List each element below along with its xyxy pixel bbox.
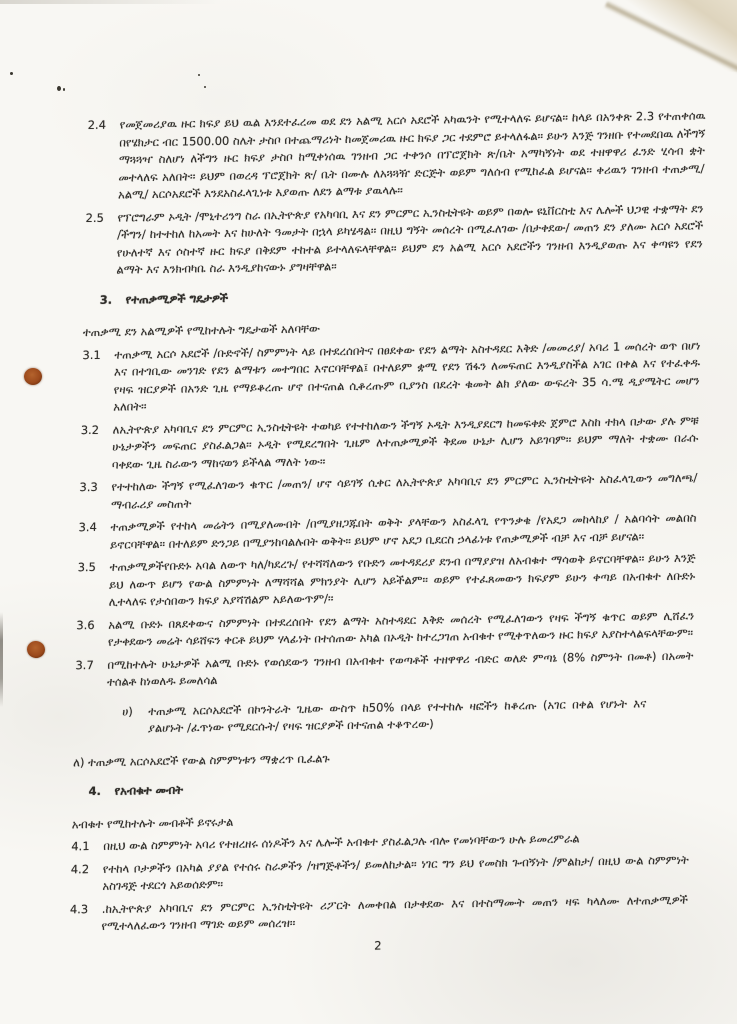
block-text: በዚህ ውል ስምምነት አባሪ የተዘረዘሩ ሰነዶችን እና ሌሎች አብቁተ ያስፈልጋሉ ብሎ የመነባቸውን ሁሉ ይመረምራል [103, 831, 580, 853]
block-text: በሚከተሉት ሁኔታዎች አልሚ ቡድኑ የወሰደውን ገንዘብ በአብቁተ የወጣቶች ተዘዋዋሪ ብድር ወለድ ምጣኔ (8% ስምንት በመቶ) በአመት ተሰልቶ ከነወለዱ ይመለሳል [106, 648, 694, 689]
ink-speck [204, 86, 206, 88]
block-number: 3.4 [78, 519, 98, 535]
doc-block-item [75, 647, 694, 692]
block-text: ተጠቃሚ አርሶ አደሮች /ቡድኖች/ ስምምነት ላይ በተደረሰበትና በፀደቀው የደን ልማት አስተዳደር እቅድ /መመሪያ/ አባሪ 1 መሰረት ወጥ በሆነ እና በተገቢው መንገድ የደን ልማቱን መተግበር እኖርባቸዋል፤ በተለይም ቋሚ የደን ሽፋን ለመፍጠር እንዲያስችል አገር በቀል እና የተፈቀዱ የዛፍ ዝርያዎች በአንድ ጊዜ የማይቆረጡ ሆኖ በተናጠል ሲቆረጡም ቢያንስ በደረት ቁመት ልክ ያለው ውፍረት 35 ሳ.ሜ ዲያሜትር መሆን አለበት፡፡ [113, 337, 701, 414]
block-text: አልሚ ቡድኑ በጸደቀውና ስምምነት በተደረሰበት የደን ልማት አስተዳደር እቅድ መሰረት የሚፈለገውን የዛፍ ችግኝ ቁጥር ወይም ሊሸፈን የታቀደውን መሬት ሳይሸፍን ቀርቶ ይህም ሃላፊነት በተሰጠው አካል በኦዲት ከተረጋገጠ አብቁተ የሚቀጥለውን ዙር ክፍያ አያስተላልፍላቸውም፡፡ [107, 608, 695, 649]
block-number: 3.3 [79, 479, 98, 495]
block-number: 3. [99, 292, 113, 307]
punch-hole-mark-bottom [26, 640, 47, 660]
block-text: የተከላ ቦታዎችን በአካል ያያል የተሰሩ ስራዎችን /ዝግጅቶችን/ ይመለከታል፡፡ ነገር ግን ይህ የመስክ ጉብኝነት /ምልከታ/ በዚህ ውል ስምምነት አስገዳጅ ተደርጎ አይወሰድም፡፡ [102, 852, 689, 893]
ink-speck [10, 72, 13, 75]
doc-block-item [79, 469, 698, 514]
block-number: 2.5 [85, 210, 105, 225]
block-number: 4.1 [71, 839, 90, 854]
block-text: ተጠቃሚዎችየቡድኑ አባል ለውጥ ካለ/ካደረጉ/ የተሻሻለውን የቡድን መተዳደሪያ ደንብ በማያያዝ ለአብቁተ ማሳወቅ ይኖርባቸዋል፡፡ ይሁን እንጅ ይህ ለውጥ ይሆን የውል ስምምነት ለማሻሻል ምክንያት ሊሆን አይችልም፡፡ ወይም የተፈጸመውን ክፍያም ይሁን ቀጣይ በአብቁተ ለቡድኑ ሊተላለፍ የታሰበውን ክፍያ አያሻሽልም አይለውጥም/፡፡ [108, 550, 696, 609]
ink-speck [198, 74, 200, 76]
doc-block-item [69, 891, 688, 936]
block-text: የተተከለው ችግኝ የሚፈለገውን ቁጥር /መጠን/ ሆኖ ሳይገኝ ሲቀር ለኢትዮጵያ አካባቢና ደን ምርምር ኢንስቲትዩት አስፈላጊውን መግለጫ/ማብራሪያ መስጠት [110, 470, 698, 512]
staple-mark [63, 88, 65, 91]
page-edge-shadow [0, 612, 3, 707]
doc-block-item [76, 607, 695, 652]
doc-block-item [84, 200, 704, 280]
block-number: 3.1 [82, 347, 101, 362]
doc-block-heading [84, 282, 702, 309]
block-number: 4. [88, 783, 102, 799]
doc-block-item [78, 509, 697, 554]
block-number: 4.3 [69, 901, 89, 916]
block-text: ተጠቃሚዎች የተከላ መሬትን በሚያለሙበት /በሚያዘጋጁበት ወቅት ያላቸውን አስፈላጊ የጥንቃቄ /የአደጋ መከላከያ / አልባሳት መልበስ ይኖርባቸዋል፡፡ በተለይም ድንጋይ በሚያንከባልሉበት ወቅት፡፡ ይህም ሆኖ አደጋ ቢደርስ ኃላፊነቱ የጠቃሚዎች ብቻ እና ብቻ ይሆናል፡፡ [110, 510, 697, 552]
block-text: የመጀመሪያዉ ዙር ክፍያ ይህ ዉል እንደተፈረመ ወደ ደን አልሚ አርሶ አደሮች አካዉንት የሚተላለፍ ይሆናል፡፡ ከላይ በአንቀጽ 2.3 የተጠቀሰዉ በየሄክታር ብር 1500.00 ስሌት ታስቦ በተጨማሪነት ከመጀመሪዉ ዙር ክፍያ ጋር ተደምሮ ይተላለፋል፡፡ ይሁን እንጅ ገንዘቡ የተመደበዉ ለችግኝ ማጓጓዣ ስለሆነ ለችግን ዙር ክፍያ ታስቦ ከሚቀነሰዉ ገንዘብ ጋር ተቀንሶ በፕሮጀክት ጽ/ቤት አማካኝነት ወደ ተዘዋዋሪ ፈንድ ሂሳብ ቋት መተላለፍ አለበት፡፡ ይህም በወረዳ ፕሮጀክት ጽ/ ቤት በሙሉ ለአጓጓዥ ድርጅት ወይም ግለሰብ የሚከፈል ይሆናል፡፡ ቀሪዉን ገንዘብ ተጠቃሚ/አልሚ/ አርሶአደሮች እንደአስፈላጊነቱ እያወጡ ለደን ልማቱ ያዉላሉ፡፡ [117, 108, 706, 202]
doc-block-item [77, 550, 696, 612]
staple-mark [57, 86, 61, 91]
doc-blocks [69, 107, 706, 936]
block-text: .ከኢትዮጵያ አካባቢና ደን ምርምር ኢንስቲትዩት ሪፖርት ለመቀበል በታቀደው እና በተስማሙት መጠን ዛፍ ካላለሙ ለተጠቃሚዎች የሚተላለፈውን ገንዘብ ማገድ ወይም መሰረዝ፡፡ [101, 892, 688, 933]
block-text: የተጠቃሚዎች ግዴታዎች [125, 290, 229, 306]
block-number: 3.5 [77, 559, 97, 575]
doc-block-heading [72, 774, 690, 801]
block-text: ለኢትዮጵያ አካባቢና ደን ምርምር ኢንስቲትዩት ተወካይ የተተከለውን ችግኝ ኦዲት እንዲያደርግ ከመፍቀድ ጀምሮ እስከ ተክላ በታው ያሉ ምቹ ሁኔታዎችን መፍጠር ያስፈልጋል፡፡ ኦዲት የሚደረግበት ጊዜም ለተጠቃሚዎች ቅደመ ሁኔታ ሊሆን አይገባም፡፡ ይህም ማለት ተቋሙ በራሱ ባቀደው ጊዜ ስራውን ማከናወን ይችላል ማለት ነው፡፡ [111, 412, 699, 472]
doc-block-note [122, 695, 647, 738]
doc-block-item [70, 851, 689, 896]
block-text: አብቁተ የሚከተሉት መብቶች ይኖሩታል [71, 814, 234, 831]
doc-block-item [80, 412, 699, 474]
block-text: ለ) ተጠቃሚ አርሶአደሮች የውል ስምምነቱን ማቋረጥ ቢፈልጉ [73, 750, 330, 769]
document-body [69, 102, 706, 959]
doc-block-item [86, 107, 706, 204]
block-number: 3.2 [80, 422, 100, 437]
block-number: 4.2 [70, 861, 90, 876]
block-text: የፕሮግራም ኦዲት /ሞኒተሪንግ ስራ በኢትዮጵያ የአካባቢ እና ደን ምርምር ኢንስቲትዩት ወይም በወሎ ዩኒቨርስቲ እና ሌሎች ህጋዊ ተቋማት ደን /ችግን/ ከተተከለ ከአመት እና ከሁለት ዓመታት በኋላ ይካሄዳል፡፡ በዚህ ግኝት መሰረት በሚፈለገው /በታቀደው/ መጠን ደን ያለሙ አርሶ አደሮች የሁለተኛ እና ሶስተኛ ዙር ክፍያ በቅደም ተከተል ይተላለፍላቸዋል፡፡ ይህም ደን አልሚ አርሶ አደሮችን ገንዘብ እንዲያወጡ እና ቀጣዩን የደን ልማት እና እንክብካቤ ስራ እንዲያከናውኑ ያግዛቸዋል፡፡ [116, 200, 704, 277]
doc-block-item [81, 337, 701, 417]
block-number: 3.7 [75, 657, 94, 672]
block-text: ተጠቃሚ ደን አልሚዎች የሚከተሉት ግዴታወች አለባቸው [82, 321, 321, 340]
page-number-row [69, 932, 687, 959]
doc-block-para [73, 744, 691, 771]
page-number: 2 [374, 937, 382, 953]
punch-hole-mark-top [24, 368, 42, 385]
block-number: 2.4 [87, 117, 107, 133]
block-text: ተጠቃሚ አርሶአደሮች በኮንትራት ጊዜው ውስጥ ከ50% በላይ የተተከሉ ዛፎችን ከቆረጡ (አገር በቀል የሆኑት እና ያልሆኑት /ፈጥነው የሚደርሱት/ የዛፍ ዝርያዎች በተናጠል ተቆጥረው) [147, 695, 647, 736]
block-number: ሀ) [122, 703, 134, 719]
block-text: የአብቁተ መብት [114, 782, 184, 798]
block-number: 3.6 [76, 617, 95, 632]
